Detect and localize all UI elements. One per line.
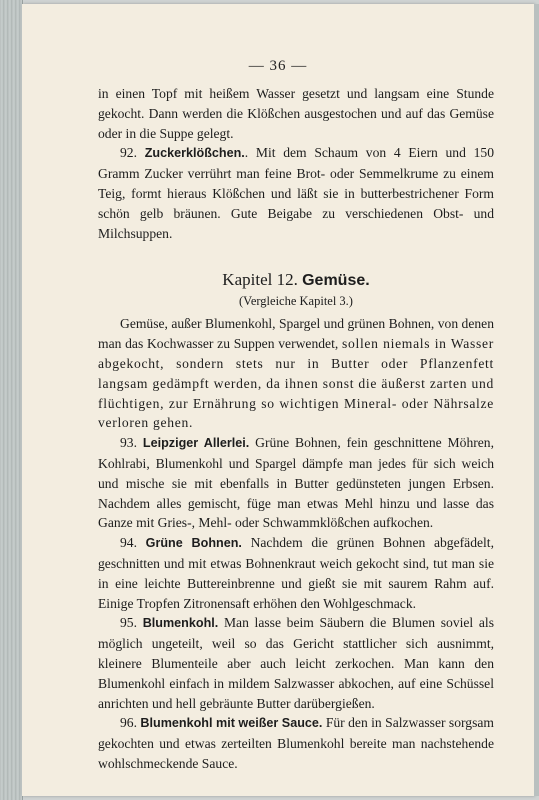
recipe-95-number: 95.	[120, 615, 137, 631]
chapter-heading	[98, 269, 494, 292]
recipe-94	[98, 533, 494, 613]
recipe-95-title: Blumenkohl.	[142, 616, 219, 631]
page-text	[98, 84, 494, 774]
top-paragraph: in einen Topf mit heißem Wasser gesetzt und langsam eine Stunde gekocht. Dann werden die Klößchen ausgestochen und auf das Gemüse oder in die Suppe gelegt.	[98, 86, 494, 141]
recipe-96	[98, 713, 494, 773]
page-edge	[534, 4, 539, 796]
recipe-95	[98, 613, 494, 713]
recipe-92-body: . Mit dem Schaum von 4 Eiern und 150 Gramm Zucker verrührt man feine Brot- oder Semmelkrume zu einem Teig, formt hieraus Klößchen und läßt sie in butterbestrichener Form schön gelb bräunen. Gute Beigabe zu verschiedenen Obst- und Milchsuppen.	[98, 145, 494, 241]
recipe-96-title: Blumenkohl mit weißer Sauce.	[140, 716, 323, 731]
recipe-92-number: 92.	[120, 145, 137, 161]
recipe-96-body: Für den in Salzwasser sorgsam gekochten und etwas zerteilten Blumenkohl bereite man nachstehende wohlschmeckende Sauce.	[98, 715, 494, 771]
recipe-95-body: Man lasse beim Säubern die Blumen soviel als möglich ungeteilt, weil so das Gericht stattlicher sich ausnimmt, kleinere Blumenteile aber auch leicht zerkochen. Man kann den Blumenkohl einfach in mildem Salzwasser abkochen, auf eine Schüssel anrichten und hell gebräunte Butter darübergießen.	[98, 615, 494, 711]
chapter-title: Gemüse.	[302, 272, 370, 290]
page-number: — 36 —	[248, 58, 308, 74]
recipe-93-title: Leipziger Allerlei.	[142, 436, 250, 451]
intro-spaced: sollen niemals in Wasser abgekocht, sondern stets nur in Butter oder Pflanzenfett langsam gedämpft werden, da ihnen sonst die äußerst zarten und flüchtigen, zur Ernährung so wichtigen Mineral- oder Nährsalze verloren gehen.	[98, 336, 494, 431]
intro-lead: Gemüse, außer Blumenkohl, Spargel und grünen Bohnen, von denen man das Kochwasser zu Suppen verwendet,	[98, 316, 494, 352]
recipe-92	[98, 143, 494, 243]
book-binding	[0, 0, 23, 800]
recipe-94-number: 94.	[120, 535, 137, 551]
intro-paragraph	[98, 314, 494, 433]
recipe-92-title: Zuckerklößchen.	[144, 146, 245, 161]
chapter-label: Kapitel 12.	[222, 270, 298, 290]
recipe-93-body: Grüne Bohnen, fein geschnittene Möhren, Kohlrabi, Blumenkohl und Spargel dämpfe man jedes für sich weich und mische sie mit ebenfalls in Butter gedünsteten jungen Erbsen. Nachdem alles gemischt, füge man etwas Mehl hinzu und lasse das Ganze mit Gries-, Mehl- oder Schwammklößchen aufkochen.	[98, 435, 494, 531]
recipe-94-body: Nachdem die grünen Bohnen abgefädelt, geschnitten und mit etwas Bohnenkraut weich gekocht sind, tut man sie in eine leichte Buttereinbrenne und gießt sie mit saurem Rahm auf. Einige Tropfen Zitronensaft erhöhen den Wohlgeschmack.	[98, 535, 494, 611]
recipe-93-number: 93.	[120, 435, 137, 451]
recipe-96-number: 96.	[120, 715, 137, 731]
recipe-94-title: Grüne Bohnen.	[145, 536, 242, 551]
chapter-note: (Vergleiche Kapitel 3.)	[239, 294, 353, 309]
recipe-93	[98, 433, 494, 533]
